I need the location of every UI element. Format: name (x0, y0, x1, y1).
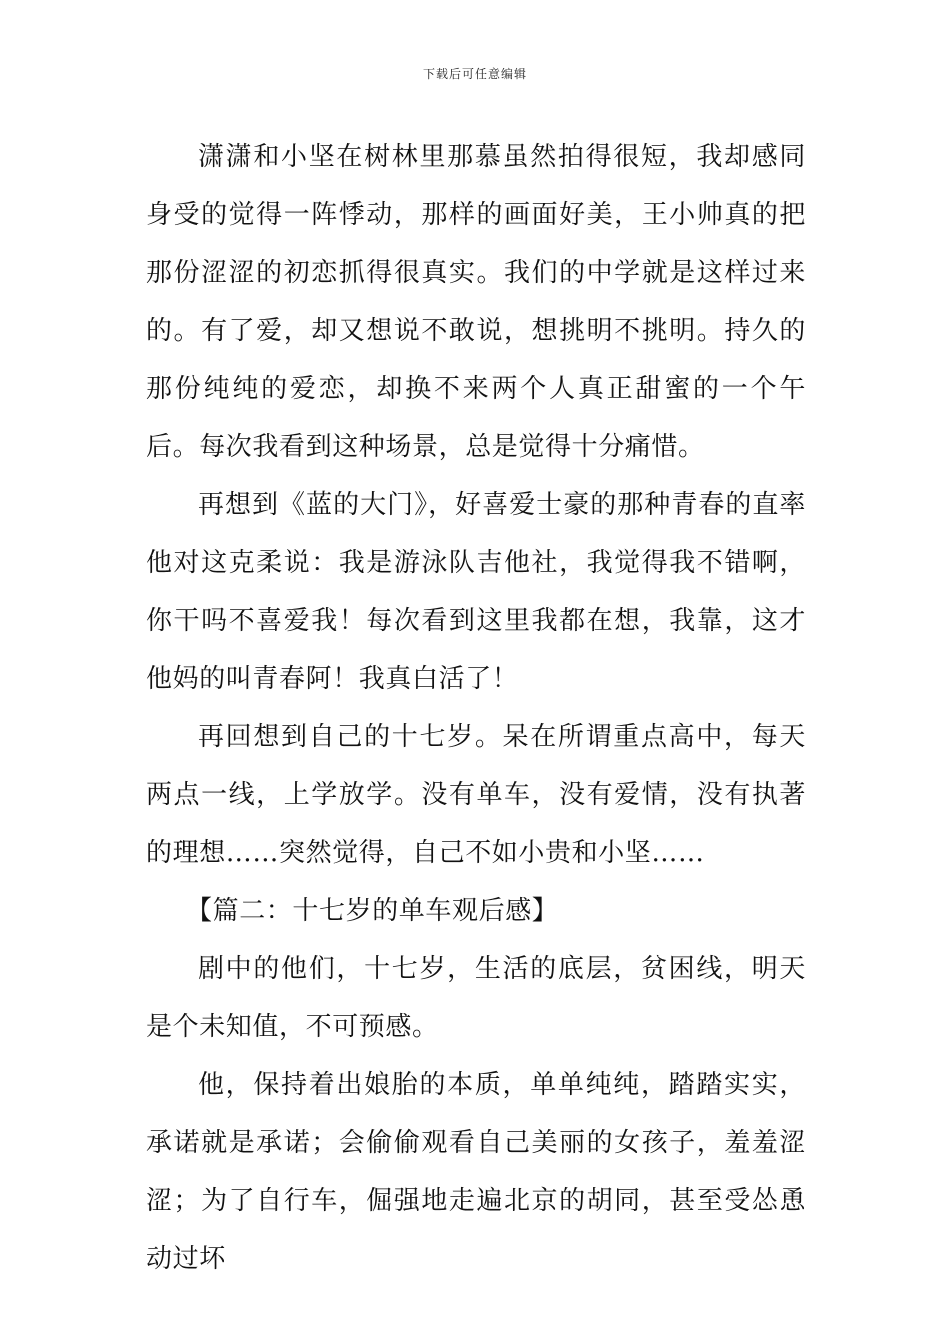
paragraph-5: 他，保持着出娘胎的本质，单单纯纯，踏踏实实，承诺就是承诺；会偷偷观看自己美丽的女孩子，羞羞涩涩；为了自行车，倔强地走遍北京的胡同，甚至受怂恿动过坏 (146, 1070, 806, 1274)
paragraph-3: 再回想到自己的十七岁。呆在所谓重点高中，每天两点一线，上学放学。没有单车，没有爱情，没有执著的理想……突然觉得，自己不如小贵和小坚…… (146, 722, 806, 868)
section-heading: 【篇二：十七岁的单车观后感】 (186, 896, 559, 926)
document-body (146, 128, 806, 1288)
paragraph-2: 再想到《蓝的大门》，好喜爱士豪的那种青春的直率他对这克柔说：我是游泳队吉他社，我觉得我不错啊，你干吗不喜爱我！每次看到这里我都在想，我靠，这才他妈的叫青春阿！我真白活了！ (146, 490, 806, 694)
page-header-note: 下载后可任意编辑 (422, 67, 527, 81)
paragraph-4: 剧中的他们，十七岁，生活的底层，贫困线，明天是个未知值，不可预感。 (146, 954, 806, 1042)
paragraph-1: 潇潇和小坚在树林里那慕虽然拍得很短，我却感同身受的觉得一阵悸动，那样的画面好美，王小帅真的把那份涩涩的初恋抓得很真实。我们的中学就是这样过来的。有了爱，却又想说不敢说，想挑明不挑明。持久的那份纯纯的爱恋，却换不来两个人真正甜蜜的一个午后。每次我看到这种场景，总是觉得十分痛惜。 (146, 142, 806, 462)
